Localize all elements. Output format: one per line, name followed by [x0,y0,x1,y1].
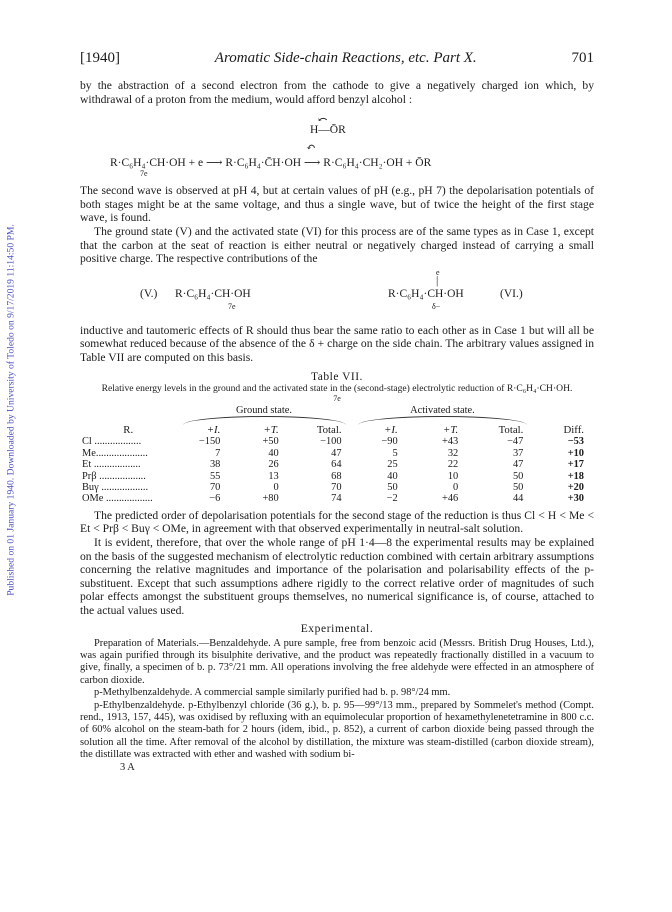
signature-mark: 3 A [120,761,135,773]
table-cell: 50 [512,470,524,482]
table-cell: 22 [447,459,459,471]
column-header: Total. [498,423,524,436]
row-label: Buγ .................. [82,481,149,493]
table-cell: −100 [320,436,342,448]
table-cell: 74 [331,493,342,505]
table-cell: −6 [209,493,221,505]
running-header [80,50,594,67]
column-header: Total. [316,423,342,436]
table-cell: 55 [209,470,221,482]
paragraph-4: inductive and tautomeric effects of R should thus bear the same ratio to each other as in Case 1 but will all be somewhat reduced because of the absence of the δ + charge on the side chain. The arbitrary values assigned in Table VII are computed on this basis. [80,323,594,364]
table-cell: 68 [331,470,342,482]
table-cell: 50 [387,481,398,493]
table-title: Table VII. [311,370,363,383]
header-year: [1940] [80,50,120,66]
table-cell: +43 [441,436,459,448]
experimental-paragraph-2: p-Methylbenzaldehyde. A commercial sample similarly purified had b. p. 98°/24 mm. [94,687,451,699]
experimental-paragraph-1: Preparation of Materials.—Benzaldehyde. A pure sample, free from benzoic acid (Messrs. British Drug Houses, Ltd.), was again purified through its bisulphite derivative, and the product was repeatedly fractionally distilled in a vacuum to give, finally, a specimen of b. p. 73°/21 mm. All operations involving the free aldehyde were effected in an atmosphere of carbon dioxide. [80,637,594,686]
table-row [80,482,594,493]
section-heading: Experimental. [300,622,374,635]
table-cell: 64 [331,459,342,471]
table-cell: 70 [331,481,342,493]
row-label: OMe .................. [82,493,153,505]
table-row [80,471,594,482]
group-activated: Activated state. [410,404,475,416]
table-cell: 40 [268,447,279,459]
table-row [80,448,594,459]
energy-table [80,405,594,505]
table-cell: −47 [507,436,524,448]
column-header: +T. [443,423,459,436]
group-ground: Ground state. [236,404,293,416]
paragraph-2: The second wave is observed at pH 4, but at certain values of pH (e.g., pH 7) the depolarisation potentials of both stages might be at the same voltage, and thus a single wave, but of twice the height of the first stage wave, is found. [80,184,594,225]
curved-arrow-icon: ⤺ [318,114,328,127]
table-cell: −53 [567,436,584,448]
table-cell: 40 [387,470,398,482]
column-header: R. [123,423,134,436]
state-vi-formula: R·C₆H₄·CH·OH [388,287,464,300]
download-watermark [1,130,21,690]
paragraph-3: The ground state (V) and the activated state (VI) for this process are of the same types as in Case 1, except that the carbon at the seat of reaction is either neutral or negatively charged instead of carrying a small positive charge. The respective contributions of the [80,224,594,266]
paragraph-6: It is evident, therefore, that over the whole range of pH 1·4—8 the experimental results may be explained on the basis of the suggested mechanism of electrolytic reduction combined with certain arbitrary assumptions concerning the relative magnitudes and importance of the polarisation and polarisability effects of the p-substituent. Except that such assumptions adhere rigidly to the correct relative order of magnitudes of such polar effects amongst the substituent groups themselves, no numerical significance is, of course, attached to the actual values used. [80,535,594,617]
table-caption-sub: 7e [333,393,341,403]
table-cell: 5 [392,447,398,459]
table-cell: 38 [209,459,221,471]
equation-sub: 7e [140,169,148,179]
states-formulae [80,266,594,324]
paragraph-5: The predicted order of depolarisation potentials for the second stage of the reduction is thus Cl < H < Me < Et < Prβ < Buγ < OMe, in agreement with that observed experimentally in neutral-salt solution. [80,508,594,536]
state-vi-label: (VI.) [500,287,523,300]
table-caption: Relative energy levels in the ground and the activated state in the (second-stage) electrolytic reduction of R·C₆H₄·CH·OH. [101,382,573,394]
header-page-number: 701 [571,50,594,66]
table-cell: +80 [262,493,279,505]
table-cell: −2 [386,493,398,505]
table-row [80,436,594,447]
table-cell: 37 [512,447,524,459]
row-label: Me.................... [82,447,148,459]
equation-main: R·C₆H₄·CH·OH + e ⟶ R·C₆H₄·C̄H·OH ⟶ R·C₆H₄·CH₂·OH + ŌR [110,157,432,170]
column-header: Diff. [563,423,584,436]
state-vi-bond: | [436,274,439,287]
header-title: Aromatic Side-chain Reactions, etc. Part X. [214,50,477,66]
table-cell: 47 [512,459,524,471]
table-cell: +20 [567,481,584,493]
table-body [80,436,594,504]
row-label: Cl .................. [82,436,142,448]
state-vi-top: e [436,267,440,277]
column-header: +I. [384,423,398,436]
state-v-label: (V.) [140,287,158,300]
table-row [80,493,594,504]
table-cell: 0 [453,481,459,493]
table-cell: +30 [567,493,584,505]
column-header-row [80,425,594,436]
download-note: Published on 01 January 1940. Downloaded by University of Toledo on 9/17/2019 11:14:50 PM. [5,224,17,596]
table-cell: 50 [512,481,524,493]
table-cell: +17 [567,459,584,471]
paragraph-1: by the abstraction of a second electron from the cathode to give a negatively charged ion which, by withdrawal of a proton from the medium, would afford benzyl alcohol : [80,79,594,106]
table-cell: 0 [273,481,279,493]
column-header: +T. [263,423,279,436]
state-v-formula: R·C₆H₄·CH·OH [175,287,251,300]
paper-page [80,50,594,773]
table-row [80,459,594,470]
table-cell: +50 [262,436,279,448]
table-cell: +46 [441,493,459,505]
equation-top: H—ŌR [310,124,346,137]
table-cell: 44 [512,493,524,505]
column-header: +I. [206,423,221,436]
table-cell: −150 [198,436,221,448]
table-cell: +10 [567,447,584,459]
table-cell: 26 [268,459,279,471]
table-cell: 7 [215,447,221,459]
table-cell: +18 [567,470,584,482]
group-header-row [80,405,594,416]
table-cell: 13 [268,470,279,482]
table-cell: 47 [331,447,342,459]
table-cell: 25 [387,459,398,471]
table-cell: 10 [447,470,459,482]
table-cell: −90 [381,436,398,448]
table-cell: 32 [447,447,459,459]
state-v-sub: 7e [228,301,236,311]
row-label: Et .................. [82,459,141,471]
state-vi-sub: δ− [432,301,441,311]
table-cell: 70 [209,481,221,493]
row-label: Prβ .................. [82,470,146,482]
curved-arrow-2-icon: ↶ [306,142,316,155]
equation-1 [80,112,594,184]
experimental-paragraph-3: p-Ethylbenzaldehyde. p-Ethylbenzyl chloride (36 g.), b. p. 95—99°/13 mm., prepared by Sommelet's method (Compt. rend., 1913, 157, 445), was oxidised by refluxing with an equimolecular proportion of hexamethylenetetramine in 800 c.c. of 60% alcohol on the steam-bath for 2 hours (idem, ibid., p. 852), a current of carbon dioxide being passed through the solution all the time. After removal of the alcohol by distillation, the mixture was steam-distilled (carbon dioxide stream), the distillate was extracted with ether and washed with sodium bi- [80,699,594,761]
